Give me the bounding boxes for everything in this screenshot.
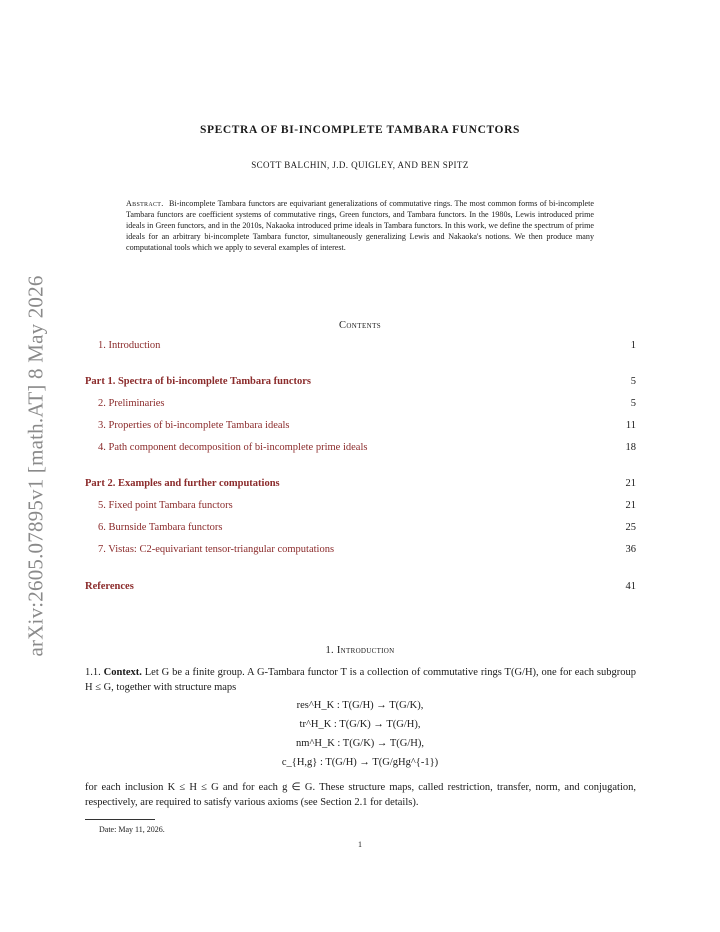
toc-page-number: 21 xyxy=(625,478,636,489)
abstract xyxy=(126,199,594,254)
equation-tr: tr^H_K : T(G/K) → T(G/H), xyxy=(299,719,421,730)
toc-entry-introduction[interactable] xyxy=(85,340,636,351)
toc-entry-label[interactable]: 3. Properties of bi-incomplete Tambara ideals xyxy=(98,420,290,431)
page-number: 1 xyxy=(358,840,362,849)
toc-entry-preliminaries[interactable] xyxy=(85,398,636,409)
toc-entry-burnside[interactable] xyxy=(85,522,636,533)
toc-entry-part-2[interactable] xyxy=(85,478,636,489)
toc-entry-fixed-point[interactable] xyxy=(85,500,636,511)
toc-entry-references[interactable] xyxy=(85,581,636,592)
toc-entry-vistas[interactable] xyxy=(85,544,636,555)
abstract-label: Abstract. xyxy=(126,199,164,208)
toc-page-number: 5 xyxy=(630,398,636,409)
subsection-title: Context. xyxy=(103,667,142,678)
intro-paragraph xyxy=(85,665,636,695)
equation-nm: nm^H_K : T(G/K) → T(G/H), xyxy=(296,738,424,749)
structure-maps-paragraph: for each inclusion K ≤ H ≤ G and for each g ∈ G. These structure maps, called restriction, transfer, norm, and conjugation, respectively, are required to satisfy various axioms (see Section 2.1 for details). xyxy=(85,782,636,808)
footnote-rule xyxy=(85,819,155,820)
toc-entry-label[interactable]: 5. Fixed point Tambara functors xyxy=(98,500,233,511)
toc-page-number: 41 xyxy=(625,581,636,592)
toc-entry-label[interactable]: 4. Path component decomposition of bi-incomplete prime ideals xyxy=(98,442,368,453)
toc-entry-properties-ideals[interactable] xyxy=(85,420,636,431)
paper-authors: SCOTT BALCHIN, J.D. QUIGLEY, AND BEN SPITZ xyxy=(251,160,469,170)
equation-res: res^H_K : T(G/H) → T(G/K), xyxy=(296,700,424,711)
toc-entry-label[interactable]: Part 2. Examples and further computations xyxy=(85,478,280,489)
toc-entry-label[interactable]: References xyxy=(85,581,134,592)
toc-entry-path-component[interactable] xyxy=(85,442,636,453)
toc-page-number: 5 xyxy=(630,376,636,387)
toc-entry-label[interactable]: 7. Vistas: C2-equivariant tensor-triangular computations xyxy=(98,544,335,555)
paper-title: SPECTRA OF BI-INCOMPLETE TAMBARA FUNCTORS xyxy=(199,124,521,136)
section-heading: 1. Introduction xyxy=(325,645,395,656)
contents-heading: Contents xyxy=(338,320,382,331)
paragraph-text: Let G be a finite group. A G-Tambara functor T is a collection of commutative rings T(G/H), one for each subgroup H ≤ G, together with structure maps xyxy=(85,667,636,693)
toc-entry-part-1[interactable] xyxy=(85,376,636,387)
toc-page-number: 18 xyxy=(625,442,636,453)
toc-entry-label[interactable]: 1. Introduction xyxy=(98,340,161,351)
toc-page-number: 25 xyxy=(625,522,636,533)
arxiv-side-stamp: arXiv:2605.07895v1 [math.AT] 8 May 2026 xyxy=(23,275,48,657)
equation-conj: c_{H,g} : T(G/H) → T(G/gHg^{-1}) xyxy=(281,757,439,768)
toc-entry-label[interactable]: 6. Burnside Tambara functors xyxy=(98,522,223,533)
toc-page-number: 21 xyxy=(625,500,636,511)
subsection-number: 1.1. xyxy=(85,667,101,678)
abstract-text: Bi-incomplete Tambara functors are equivariant generalizations of commutative rings. The most common forms of bi-incomplete Tambara functors are coefficient systems of commutative rings, Green functors, and Tambara functors. In the 1980s, Lewis introduced prime ideals in Green functors, and in the 2010s, Nakaoka introduced prime ideals in Tambara functors. In this work, we define the spectrum of prime ideals for an arbitrary bi-incomplete Tambara functor, simultaneously generalizing Lewis and Nakaoka's notions. We then produce many computational tools which we apply to several examples of interest. xyxy=(126,199,594,252)
footnote-date: Date: May 11, 2026. xyxy=(99,825,165,834)
toc-entry-label[interactable]: 2. Preliminaries xyxy=(98,398,165,409)
toc-page-number: 36 xyxy=(625,544,636,555)
toc-page-number: 11 xyxy=(625,420,636,431)
toc-page-number: 1 xyxy=(630,340,636,351)
toc-entry-label[interactable]: Part 1. Spectra of bi-incomplete Tambara functors xyxy=(85,376,312,387)
